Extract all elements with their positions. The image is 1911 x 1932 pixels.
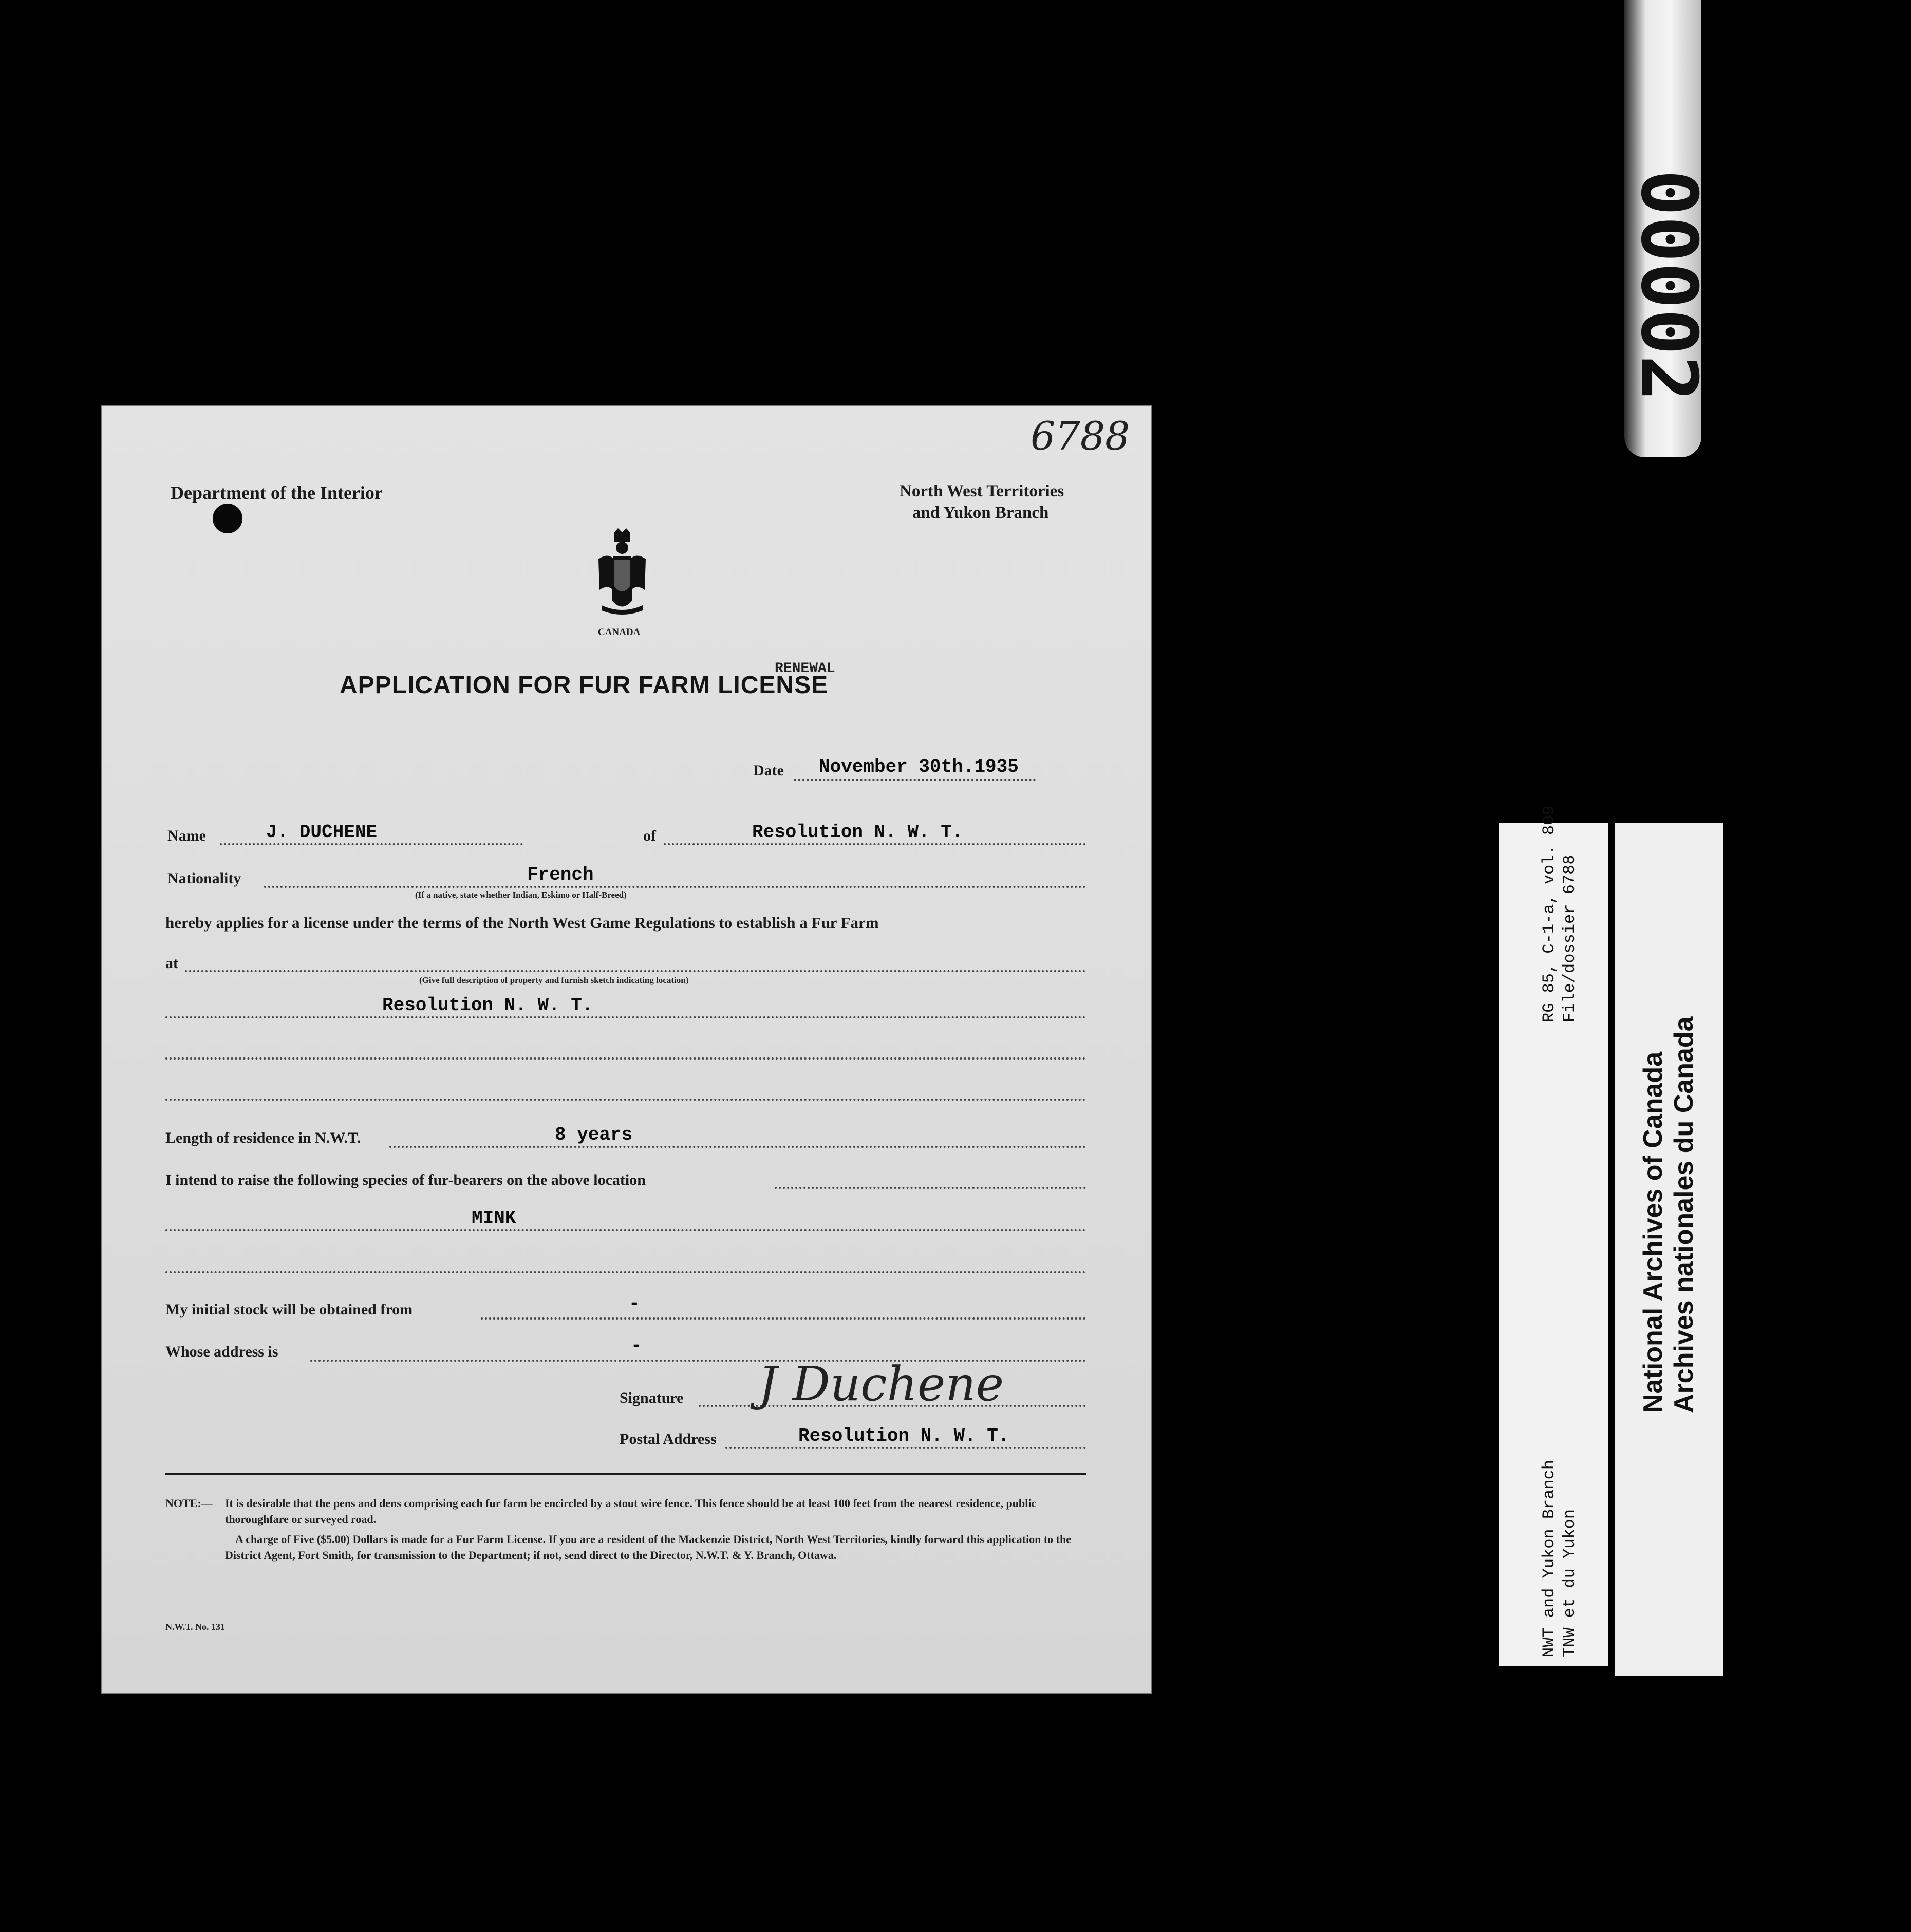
canada-crest-icon [591,528,653,626]
note-paragraph-1: It is desirable that the pens and dens comprising each fur farm be encircled by a stout wire fence. This fence should be at least 100 feet from the nearest residence, public thoroughfare or surveyed road. [225,1497,1037,1526]
of-label: of [643,827,656,844]
species-line-2 [165,1229,1086,1231]
postal-value: Resolution N. W. T. [798,1425,1009,1446]
applies-statement: hereby applies for a license under the terms of the North West Game Regulations to establish a Fur Farm [165,914,879,932]
name-line [220,843,523,845]
location-line-2 [165,1057,1086,1060]
location-line-1 [165,1016,1086,1018]
divider-rule [165,1473,1086,1475]
species-line [775,1187,1086,1189]
stock-line [481,1317,1086,1320]
archive-branch-line1: NWT and Yukon Branch [1540,1459,1559,1657]
archive-branch-line2: TNW et du Yukon [1560,1509,1579,1657]
nationality-line [264,886,1086,888]
stock-label: My initial stock will be obtained from [165,1301,413,1318]
species-label: I intend to raise the following species of fur-bearers on the above location [165,1172,646,1188]
name-label: Name [167,827,206,844]
note-block [165,1495,1086,1563]
of-value: Resolution N. W. T. [752,822,963,843]
archive-reference-block [1539,806,1580,1023]
punch-hole-mark [213,504,242,533]
nationality-value: French [527,864,594,885]
renewal-typed-insert: RENEWAL [775,661,835,677]
nationality-label: Nationality [167,870,241,887]
date-line [794,779,1036,781]
form-title: APPLICATION FOR FUR FARM LICENSE [340,672,829,699]
note-label: NOTE:— [165,1497,213,1510]
name-value: J. DUCHENE [266,822,378,843]
residence-label: Length of residence in N.W.T. [165,1129,361,1146]
residence-line [389,1146,1086,1148]
signature-label: Signature [620,1389,684,1406]
at-line [185,970,1086,972]
note-paragraph-2: A charge of Five ($5.00) Dollars is made for a Fur Farm License. If you are a resident of the Mackenzie District, North West Territories, kindly forward this application to the District Agent, Fort Smith, for transmission to the Department; if not, send direct to the Director, N.W.T. & Y. Branch, Ottawa. [225,1533,1071,1562]
at-label: at [165,955,178,972]
branch-heading-line1: North West Territories [900,482,1064,500]
postal-line [725,1447,1086,1449]
residence-value: 8 years [555,1124,633,1145]
frame-counter [1624,15,1713,437]
handwritten-file-number: 6788 [1031,413,1130,459]
species-line-3 [165,1271,1086,1273]
postal-label: Postal Address [620,1431,717,1447]
archive-institution-block [1638,1016,1699,1413]
location-value: Resolution N. W. T. [382,995,593,1016]
stock-value: - [629,1293,640,1314]
form-number: N.W.T. No. 131 [165,1622,226,1632]
address-label: Whose address is [165,1343,278,1360]
branch-heading-line2: and Yukon Branch [912,504,1049,522]
species-value: MINK [472,1208,516,1229]
nationality-hint: (If a native, state whether Indian, Eskimo or Half-Breed) [415,890,627,900]
date-value: November 30th.1935 [819,756,1019,777]
institution-fr: Archives nationales du Canada [1669,1016,1699,1413]
address-value: - [631,1335,642,1356]
date-label: Date [753,762,784,779]
archive-ref-line1: RG 85, C-1-a, vol. 809 [1540,805,1559,1023]
institution-en: National Archives of Canada [1638,1051,1668,1413]
archive-ref-line2: File/dossier 6788 [1560,854,1579,1023]
department-heading: Department of the Interior [171,482,383,503]
crest-caption: CANADA [598,627,641,638]
of-line [664,843,1086,845]
at-hint: (Give full description of property and furnish sketch indicating location) [419,975,689,985]
archive-branch-block [1539,1460,1580,1657]
location-line-3 [165,1099,1086,1101]
signature: J Duchene [758,1357,1004,1411]
application-form [101,405,1152,1694]
frame-counter-value: 00002 [1624,170,1713,402]
